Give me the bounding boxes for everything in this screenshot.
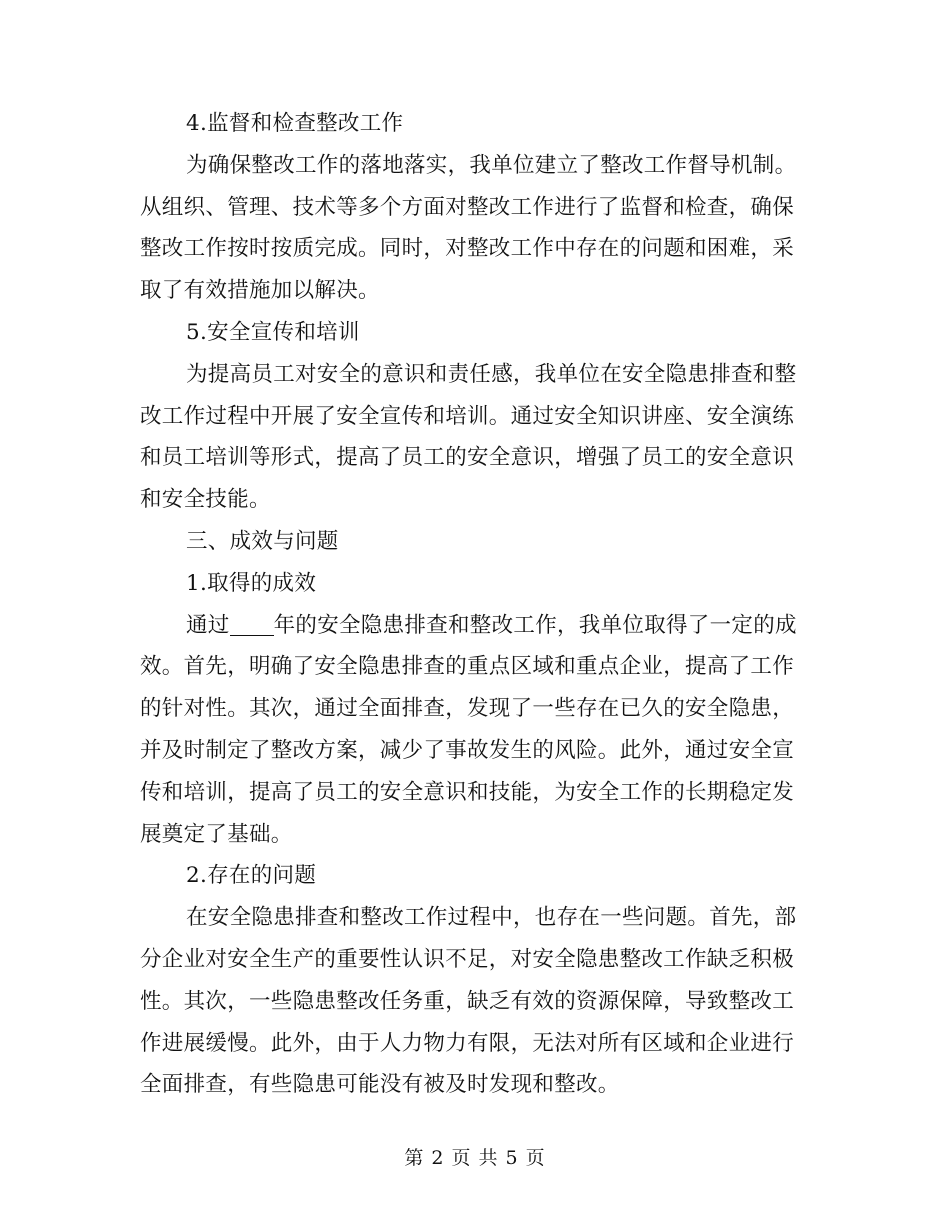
paragraph-line: 取了有效措施加以解决。	[140, 278, 380, 304]
paragraph-line: 整改工作按时按质完成。同时，对整改工作中存在的问题和困难，采	[140, 236, 795, 262]
paragraph-line: 为确保整改工作的落地落实，我单位建立了整改工作督导机制。	[186, 152, 797, 178]
section-heading: 1.取得的成效	[186, 570, 317, 596]
paragraph-line: 全面排查，有些隐患可能没有被及时发现和整改。	[140, 1072, 620, 1098]
text-segment: 通过	[186, 612, 230, 638]
paragraph-line: 和安全技能。	[140, 487, 271, 513]
text-segment: 年的安全隐患排查和整改工作，我单位取得了一定的成	[273, 612, 797, 638]
paragraph-line: 分企业对安全生产的重要性认识不足，对安全隐患整改工作缺乏积极	[140, 946, 795, 972]
paragraph-line: 和员工培训等形式，提高了员工的安全意识，增强了员工的安全意识	[140, 445, 795, 471]
section-heading: 5.安全宣传和培训	[186, 319, 360, 345]
chapter-heading: 三、成效与问题	[186, 528, 339, 554]
paragraph-line: 展奠定了基础。	[140, 821, 293, 847]
paragraph-line: 作进展缓慢。此外，由于人力物力有限，无法对所有区域和企业进行	[140, 1030, 795, 1056]
paragraph-line: 传和培训，提高了员工的安全意识和技能，为安全工作的长期稳定发	[140, 779, 795, 805]
paragraph-line	[140, 605, 800, 647]
fill-in-blank	[230, 613, 274, 636]
paragraph-line: 从组织、管理、技术等多个方面对整改工作进行了监督和检查，确保	[140, 194, 795, 220]
section-heading: 2.存在的问题	[186, 863, 317, 889]
paragraph-line: 改工作过程中开展了安全宣传和培训。通过安全知识讲座、安全演练	[140, 403, 795, 429]
document-body	[140, 103, 800, 1106]
paragraph-line: 效。首先，明确了安全隐患排查的重点区域和重点企业，提高了工作	[140, 654, 795, 680]
section-heading: 4.监督和检查整改工作	[186, 111, 404, 136]
paragraph-line: 的针对性。其次，通过全面排查，发现了一些存在已久的安全隐患，	[140, 696, 795, 722]
paragraph-line: 并及时制定了整改方案，减少了事故发生的风险。此外，通过安全宣	[140, 737, 795, 763]
paragraph-line: 在安全隐患排查和整改工作过程中，也存在一些问题。首先，部	[186, 905, 797, 931]
paragraph-line: 性。其次，一些隐患整改任务重，缺乏有效的资源保障，导致整改工	[140, 988, 795, 1014]
paragraph-line: 为提高员工对安全的意识和责任感，我单位在安全隐患排查和整	[186, 361, 797, 387]
page-number: 第 2 页 共 5 页	[404, 1147, 546, 1169]
